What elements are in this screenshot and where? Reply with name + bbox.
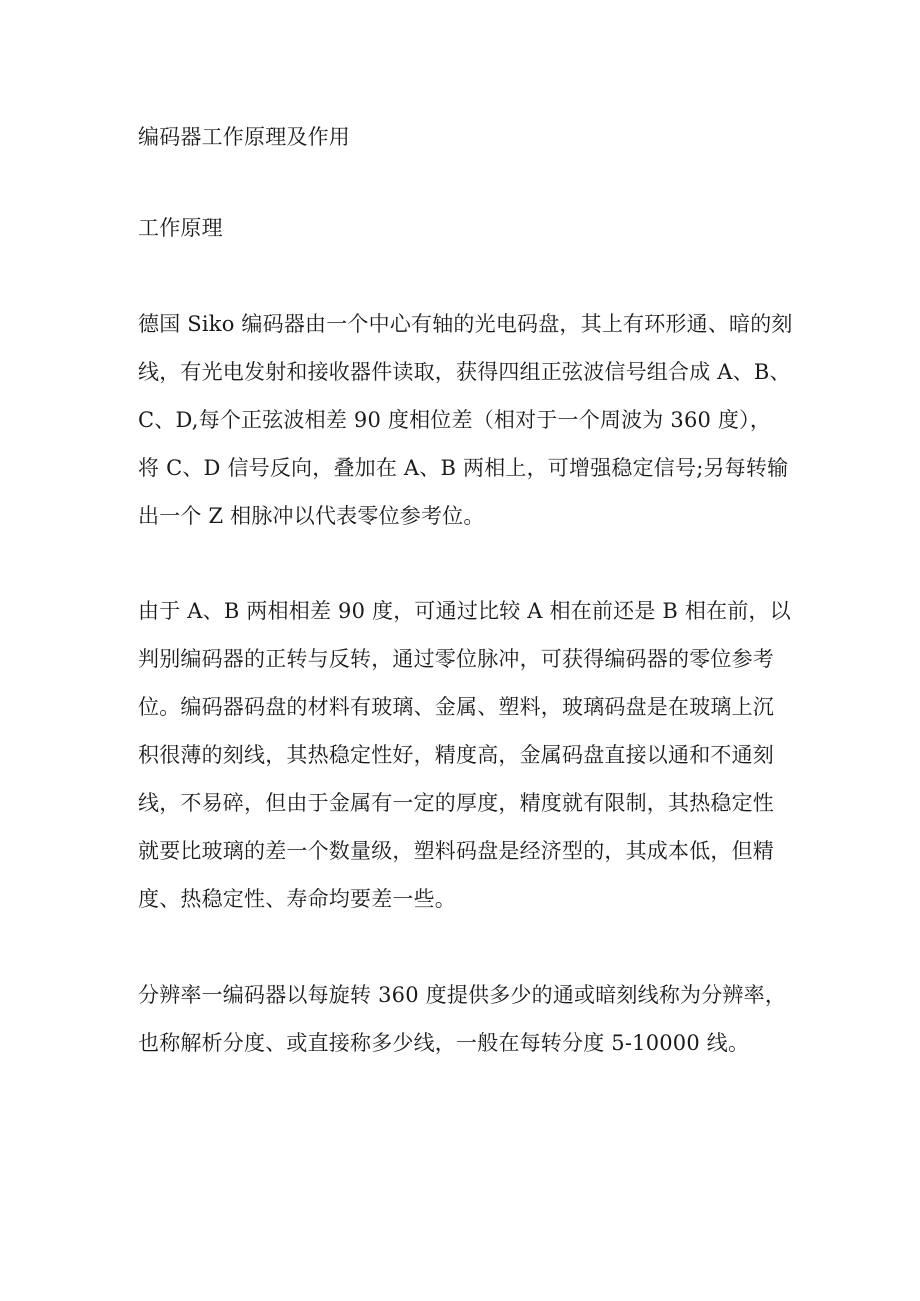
paragraph-line: 分辨率一编码器以每旋转 360 度提供多少的通或暗刻线称为分辨率，: [138, 983, 787, 1007]
paragraph-line: 就要比玻璃的差一个数量级，塑料码盘是经济型的，其成本低，但精: [138, 839, 774, 863]
paragraph-line: 线，不易碎，但由于金属有一定的厚度，精度就有限制，其热稳定性: [138, 791, 774, 815]
paragraph-line: 积很薄的刻线，其热稳定性好，精度高，金属码盘直接以通和不通刻: [138, 743, 774, 767]
paragraph-line: 德国 Siko 编码器由一个中心有轴的光电码盘，其上有环形通、暗的刻: [138, 312, 793, 336]
document-title: 编码器工作原理及作用: [138, 125, 350, 149]
paragraph-line: 位。编码器码盘的材料有玻璃、金属、塑料，玻璃码盘是在玻璃上沉: [138, 695, 774, 719]
paragraph-line: C、D,每个正弦波相差 90 度相位差（相对于一个周波为 360 度），: [138, 408, 772, 432]
section-heading: 工作原理: [138, 216, 223, 240]
paragraph-line: 出一个 Z 相脉冲以代表零位参考位。: [138, 504, 485, 528]
paragraph-line: 也称解析分度、或直接称多少线，一般在每转分度 5-10000 线。: [138, 1031, 750, 1055]
paragraph-line: 判别编码器的正转与反转，通过零位脉冲，可获得编码器的零位参考: [138, 647, 774, 671]
paragraph-line: 由于 A、B 两相相差 90 度，可通过比较 A 相在前还是 B 相在前，以: [138, 599, 791, 623]
paragraph-line: 线，有光电发射和接收器件读取，获得四组正弦波信号组合成 A、B、: [138, 360, 791, 384]
paragraph-line: 度、热稳定性、寿命均要差一些。: [138, 887, 456, 911]
paragraph-line: 将 C、D 信号反向，叠加在 A、B 两相上，可增强稳定信号;另每转输: [138, 456, 789, 480]
